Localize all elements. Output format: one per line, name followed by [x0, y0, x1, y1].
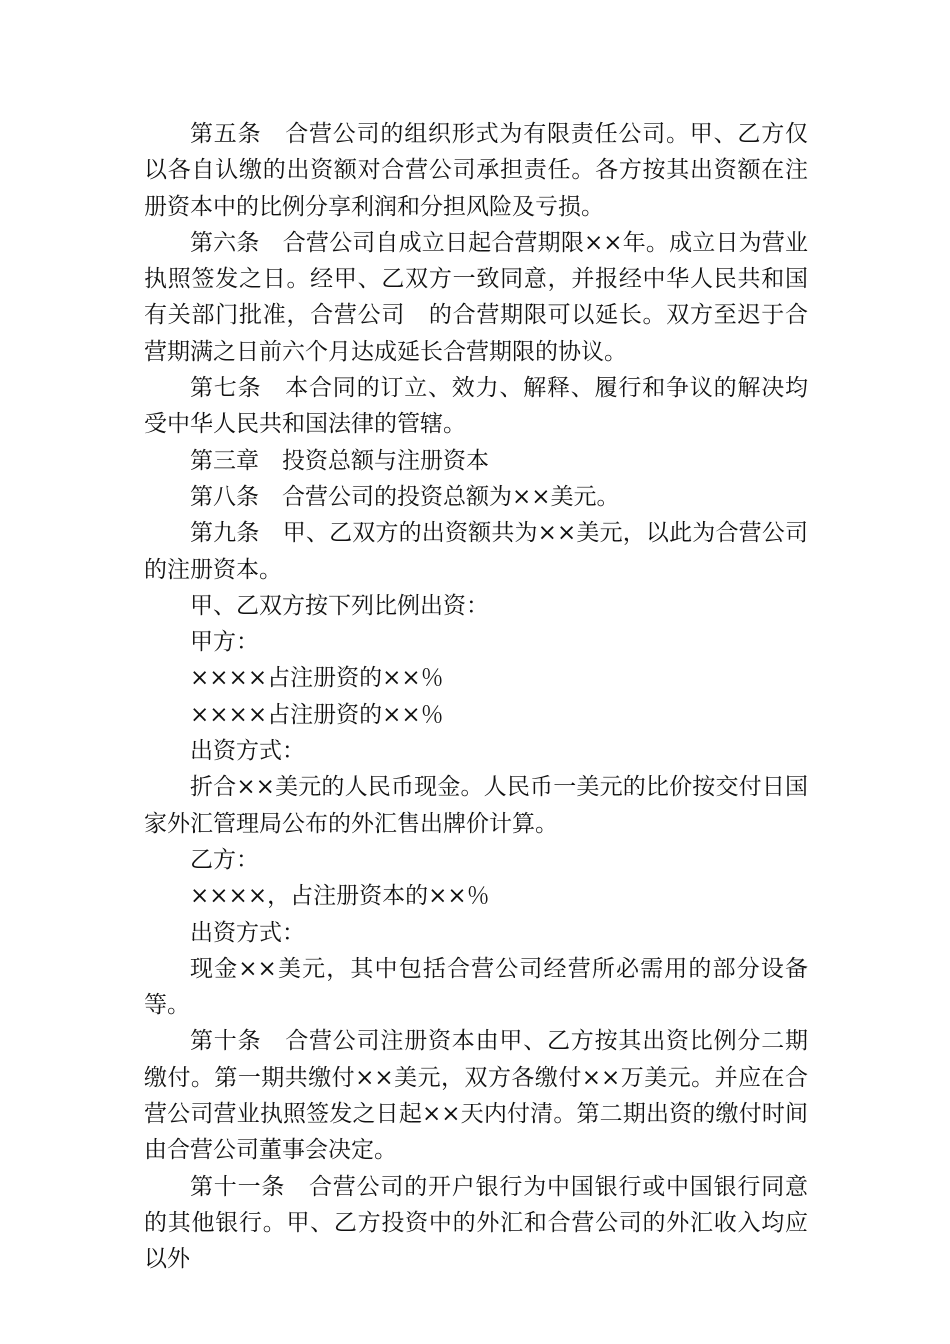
article-11-paragraph: 第十一条 合营公司的开户银行为中国银行或中国银行同意的其他银行。甲、乙方投资中的外汇和合营公司的外汇收入均应以外 [144, 1173, 808, 1273]
party-a-label: 甲方： [190, 629, 259, 656]
party-a-share-2: ××××占注册资的××％ [190, 701, 444, 728]
article-10-paragraph: 第十条 合营公司注册资本由甲、乙方按其出资比例分二期缴付。第一期共缴付××美元，双方各缴付××万美元。并应在合营公司营业执照签发之日起××天内付清。第二期出资的缴付时间由合营公司董事会决定。 [144, 1028, 808, 1164]
article-5-paragraph: 第五条 合营公司的组织形式为有限责任公司。甲、乙方仅以各自认缴的出资额对合营公司承担责任。各方按其出资额在注册资本中的比例分享利润和分担风险及亏损。 [144, 121, 808, 220]
party-b-share: ××××，占注册资本的××％ [190, 883, 490, 910]
chapter-3-heading: 第三章 投资总额与注册资本 [190, 447, 489, 474]
party-a-method-label: 出资方式： [190, 738, 305, 765]
article-9-paragraph: 第九条 甲、乙双方的出资额共为××美元，以此为合营公司的注册资本。 [144, 520, 808, 583]
article-8-paragraph: 第八条 合营公司的投资总额为××美元。 [190, 483, 620, 510]
article-7-paragraph: 第七条 本合同的订立、效力、解释、履行和争议的解决均受中华人民共和国法律的管辖。 [144, 375, 808, 438]
party-b-label: 乙方： [190, 846, 259, 873]
article-6-paragraph: 第六条 合营公司自成立日起合营期限××年。成立日为营业执照签发之日。经甲、乙双方一致同意，并报经中华人民共和国有关部门批准，合营公司 的合营期限可以延长。双方至迟于合营期满之日前六个月达成延长合营期限的协议。 [144, 229, 808, 365]
contribution-ratio-intro: 甲、乙双方按下列比例出资： [190, 592, 489, 619]
party-a-method-text: 折合××美元的人民币现金。人民币一美元的比价按交付日国家外汇管理局公布的外汇售出牌价计算。 [144, 774, 808, 837]
party-b-method-label: 出资方式： [190, 919, 305, 946]
party-a-share-1: ××××占注册资的××％ [190, 665, 444, 692]
party-b-method-text: 现金××美元，其中包括合营公司经营所必需用的部分设备等。 [144, 955, 808, 1019]
contract-body [144, 116, 808, 1278]
